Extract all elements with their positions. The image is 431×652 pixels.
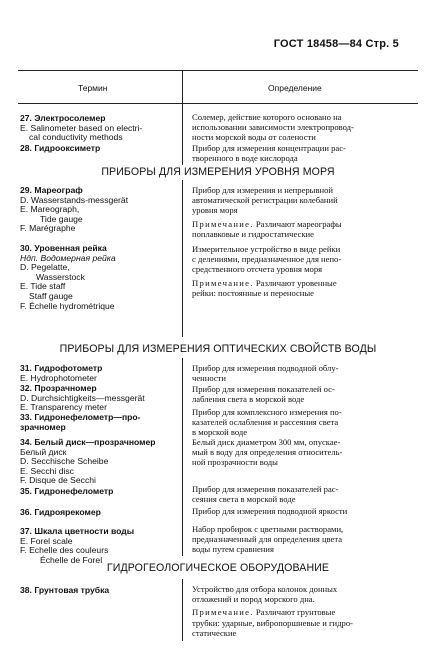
term-29: 29. Мареограф D. Wasserstands-messgerät E. Mareograph, Tide gauge F. Marégraphe	[20, 185, 129, 234]
definition-38: Устройство для отбора колонок донных отложений и пород морского дна. Примечание. Различают грунтовые трубки: ударные, вибропоршневые и гидро- статические	[192, 584, 353, 638]
column-divider-2	[182, 180, 183, 337]
column-divider-header	[182, 70, 183, 103]
column-divider-4	[182, 579, 183, 641]
column-divider-1	[182, 103, 183, 165]
term-28: 28. Гидрооксиметр	[20, 143, 101, 153]
column-header-term: Термин	[78, 83, 108, 93]
definition-31: Прибор для измерения подводной облу- ченности	[192, 363, 339, 384]
definition-32: Прибор для измерения показателей ос- лабления света в морской воде	[192, 384, 335, 405]
section-title-sea-level: ПРИБОРЫ ДЛЯ ИЗМЕРЕНИЯ УРОВНЯ МОРЯ	[101, 166, 335, 178]
term-32: 32. Прозрачномер D. Durchsichtigkeits—messgerät E. Transparency meter	[20, 383, 145, 413]
term-34: 34. Белый диск—прозрачномер Белый диск D. Secchische Scheibe E. Secchi disc F. Disque de Secchi	[20, 437, 156, 486]
term-37: 37. Шкала цветности воды E. Forel scale F. Echelle des couleurs Échelle de Forel	[20, 526, 135, 565]
definition-33: Прибор для комплексного измерения по- казателей ослабления и рассеяния света в морской воде	[192, 407, 342, 438]
section-title-optical: ПРИБОРЫ ДЛЯ ИЗМЕРЕНИЯ ОПТИЧЕСКИХ СВОЙСТВ ВОДЫ	[59, 343, 377, 355]
term-36: 36. Гидроярекомер	[20, 507, 101, 517]
section-title-hydrogeology: ГИДРОГЕОЛОГИЧЕСКОЕ ОБОРУДОВАНИЕ	[106, 562, 330, 574]
definition-28: Прибор для измерения концентрации рас- творенного в воде кислорода	[192, 143, 346, 164]
table-top-rule	[18, 70, 418, 71]
term-30: 30. Уровенная рейка Ндп. Водомерная рейка D. Pegelatte, Wasserstock E. Tide staff Staff gauge F. Échelle hydrométrique	[20, 243, 116, 311]
table-header-rule	[18, 103, 418, 104]
term-33: 33. Гидронефелометр—про- зрачномер	[20, 412, 141, 432]
page-header: ГОСТ 18458—84 Стр. 5	[273, 38, 399, 50]
definition-37: Набор пробирок с цветными растворами, предназначенный для определения цвета воды путем сравнения	[192, 524, 344, 555]
definition-27: Солемер, действие которого основано на использовании зависимости электропровод- ности морской воды от солености	[192, 112, 354, 143]
term-31: 31. Гидрофотометр E. Hydrophotometer	[20, 363, 103, 383]
definition-29: Прибор для измерения и непрерывной автоматической регистрации колебаний уровня моря Примечание. Различают мареографы поплавковые и гидростатические	[192, 185, 342, 239]
term-35: 35. Гидронефелометр	[20, 486, 114, 496]
term-38: 38. Грунтовая трубка	[20, 585, 110, 595]
definition-34: Белый диск диаметром 300 мм, опускае- мый в воду для определения относитель- ной прозрачности воды	[192, 437, 343, 468]
definition-36: Прибор для измерения подводной яркости	[192, 506, 348, 516]
column-header-definition: Определение	[268, 83, 322, 93]
column-divider-3	[182, 358, 183, 556]
definition-35: Прибор для измерения показателей рас- сеяния света в морской воде	[192, 484, 339, 505]
definition-30: Измерительное устройство в виде рейки с делениями, предназначенное для непо- средственного отсчета уровня моря Примечание. Различают уровенные рейки: постоянные и переносные	[192, 244, 342, 298]
term-27: 27. Электросолемер E. Salinometer based on electri- cal conductivity methods	[20, 113, 143, 143]
